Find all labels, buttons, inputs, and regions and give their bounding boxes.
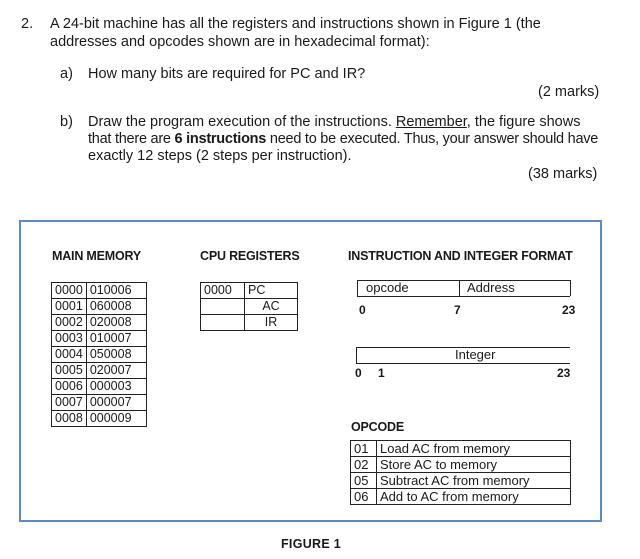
part-b-line2: that there are 6 instructions need to be executed. Thus, your answer should have bbox=[88, 131, 599, 147]
format-title: INSTRUCTION AND INTEGER FORMAT bbox=[348, 249, 573, 263]
part-b-label: b) bbox=[60, 114, 73, 130]
opcode-row: 06 Add to AC from memory bbox=[351, 489, 571, 505]
opcode-table bbox=[350, 440, 571, 505]
question-intro-line1: A 24-bit machine has all the registers and instructions shown in Figure 1 (the bbox=[50, 16, 541, 32]
address-field-label: Address bbox=[467, 280, 515, 295]
question-number: 2. bbox=[21, 16, 34, 32]
main-memory-title: MAIN MEMORY bbox=[52, 249, 141, 263]
instr-bit-23: 23 bbox=[562, 303, 576, 317]
opcode-row: 02 Store AC to memory bbox=[351, 457, 571, 473]
main-memory-table bbox=[51, 282, 147, 427]
memory-row: 0004 050008 bbox=[52, 347, 147, 363]
figure-caption: FIGURE 1 bbox=[281, 537, 342, 551]
memory-row: 0002 020008 bbox=[52, 315, 147, 331]
opcode-row: 05 Subtract AC from memory bbox=[351, 473, 571, 489]
question-intro-line2: addresses and opcodes shown are in hexadecimal format): bbox=[50, 34, 430, 50]
int-bit-1: 1 bbox=[378, 366, 385, 380]
part-b-marks: (38 marks) bbox=[528, 166, 598, 182]
opcode-field-label: opcode bbox=[366, 280, 409, 295]
memory-row: 0006 000003 bbox=[52, 379, 147, 395]
register-row: 0000 PC bbox=[201, 283, 298, 299]
memory-row: 0005 020007 bbox=[52, 363, 147, 379]
int-bit-23: 23 bbox=[557, 366, 571, 380]
opcode-title: OPCODE bbox=[351, 420, 404, 434]
part-a-label: a) bbox=[60, 66, 73, 82]
memory-row: 0008 000009 bbox=[52, 411, 147, 427]
part-a-text: How many bits are required for PC and IR? bbox=[88, 66, 366, 82]
register-row: AC bbox=[201, 299, 298, 315]
part-b-line1: Draw the program execution of the instructions. Remember, the figure shows bbox=[88, 114, 581, 130]
memory-row: 0007 000007 bbox=[52, 395, 147, 411]
memory-row: 0001 060008 bbox=[52, 299, 147, 315]
memory-row: 0000 010006 bbox=[52, 283, 147, 299]
part-a-marks: (2 marks) bbox=[538, 84, 600, 100]
instr-bit-7: 7 bbox=[454, 303, 461, 317]
register-row: IR bbox=[201, 315, 298, 331]
integer-field-label: Integer bbox=[455, 347, 496, 362]
part-b-line3: exactly 12 steps (2 steps per instruction). bbox=[88, 148, 352, 164]
int-bit-0: 0 bbox=[355, 366, 362, 380]
six-instructions-bold: 6 instructions bbox=[174, 131, 267, 147]
memory-row: 0003 010007 bbox=[52, 331, 147, 347]
opcode-row: 01 Load AC from memory bbox=[351, 441, 571, 457]
instr-bit-0: 0 bbox=[359, 303, 366, 317]
cpu-registers-title: CPU REGISTERS bbox=[200, 249, 300, 263]
cpu-registers-table bbox=[200, 282, 298, 331]
remember-underlined: Remember bbox=[395, 114, 467, 130]
